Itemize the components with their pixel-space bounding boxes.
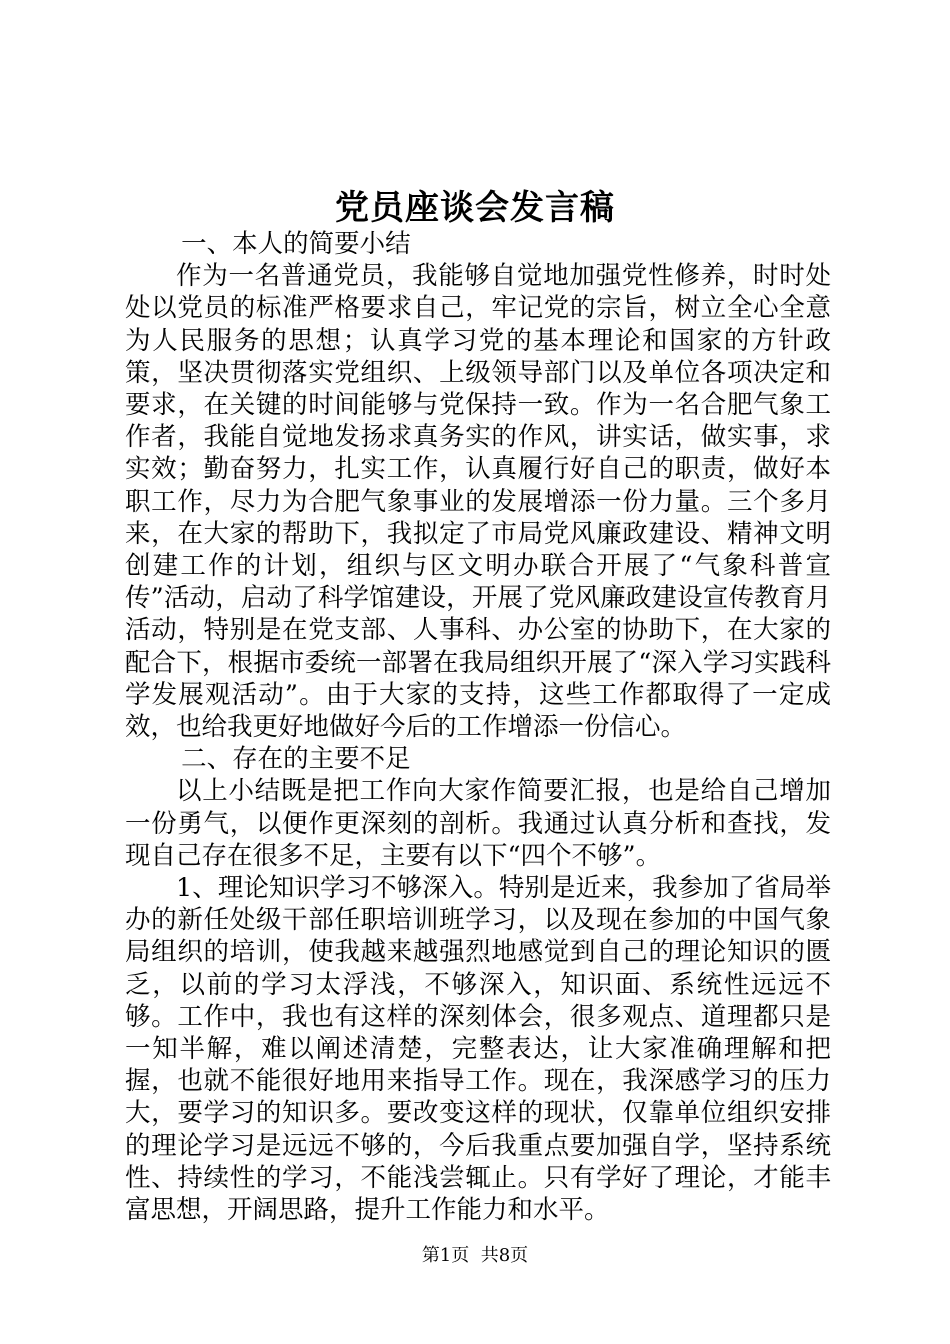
document-title: 党员座谈会发言稿 — [335, 188, 615, 228]
body-paragraph: 1、理论知识学习不够深入。特别是近来，我参加了省局举办的新任处级干部任职培训班学习，以及现在参加的中国气象局组织的培训，使我越来越强烈地感觉到自己的理论知识的匮乏，以前的学习太浮浅，不够深入，知识面、系统性远远不够。工作中，我也有这样的深刻体会，很多观点、道理都只是一知半解，难以阐述清楚，完整表达，让大家准确理解和把握，也就不能很好地用来指导工作。现在，我深感学习的压力大，要学习的知识多。要改变这样的现状，仅靠单位组织安排的理论学习是远远不够的，今后我重点要加强自学，坚持系统性、持续性的学习，不能浅尝辄止。只有学好了理论，才能丰富思想，开阔思路，提升工作能力和水平。 — [125, 873, 831, 1226]
section-heading: 二、存在的主要不足 — [181, 744, 411, 775]
body-paragraph: 作为一名普通党员，我能够自觉地加强党性修养，时时处处以党员的标准严格要求自己，牢记党的宗旨，树立全心全意为人民服务的思想；认真学习党的基本理论和国家的方针政策，坚决贯彻落实党组织、上级领导部门以及单位各项决定和要求，在关键的时间能够与党保持一致。作为一名合肥气象工作者，我能自觉地发扬求真务实的作风，讲实话，做实事，求实效；勤奋努力，扎实工作，认真履行好自己的职责，做好本职工作，尽力为合肥气象事业的发展增添一份力量。三个多月来，在大家的帮助下，我拟定了市局党风廉政建设、精神文明创建工作的计划，组织与区文明办联合开展了“气象科普宣传”活动，启动了科学馆建设，开展了党风廉政建设宣传教育月活动，特别是在党支部、人事科、办公室的协助下，在大家的配合下，根据市委统一部署在我局组织开展了“深入学习实践科学发展观活动”。由于大家的支持，这些工作都取得了一定成效，也给我更好地做好今后的工作增添一份信心。 — [125, 261, 831, 743]
body-paragraph: 以上小结既是把工作向大家作简要汇报，也是给自己增加一份勇气，以便作更深刻的剖析。我通过认真分析和查找，发现自己存在很多不足，主要有以下“四个不够”。 — [125, 776, 831, 871]
document-body — [125, 228, 831, 1226]
page-footer: 第1页 共8页 — [421, 1245, 529, 1266]
section-heading: 一、本人的简要小结 — [181, 229, 411, 259]
